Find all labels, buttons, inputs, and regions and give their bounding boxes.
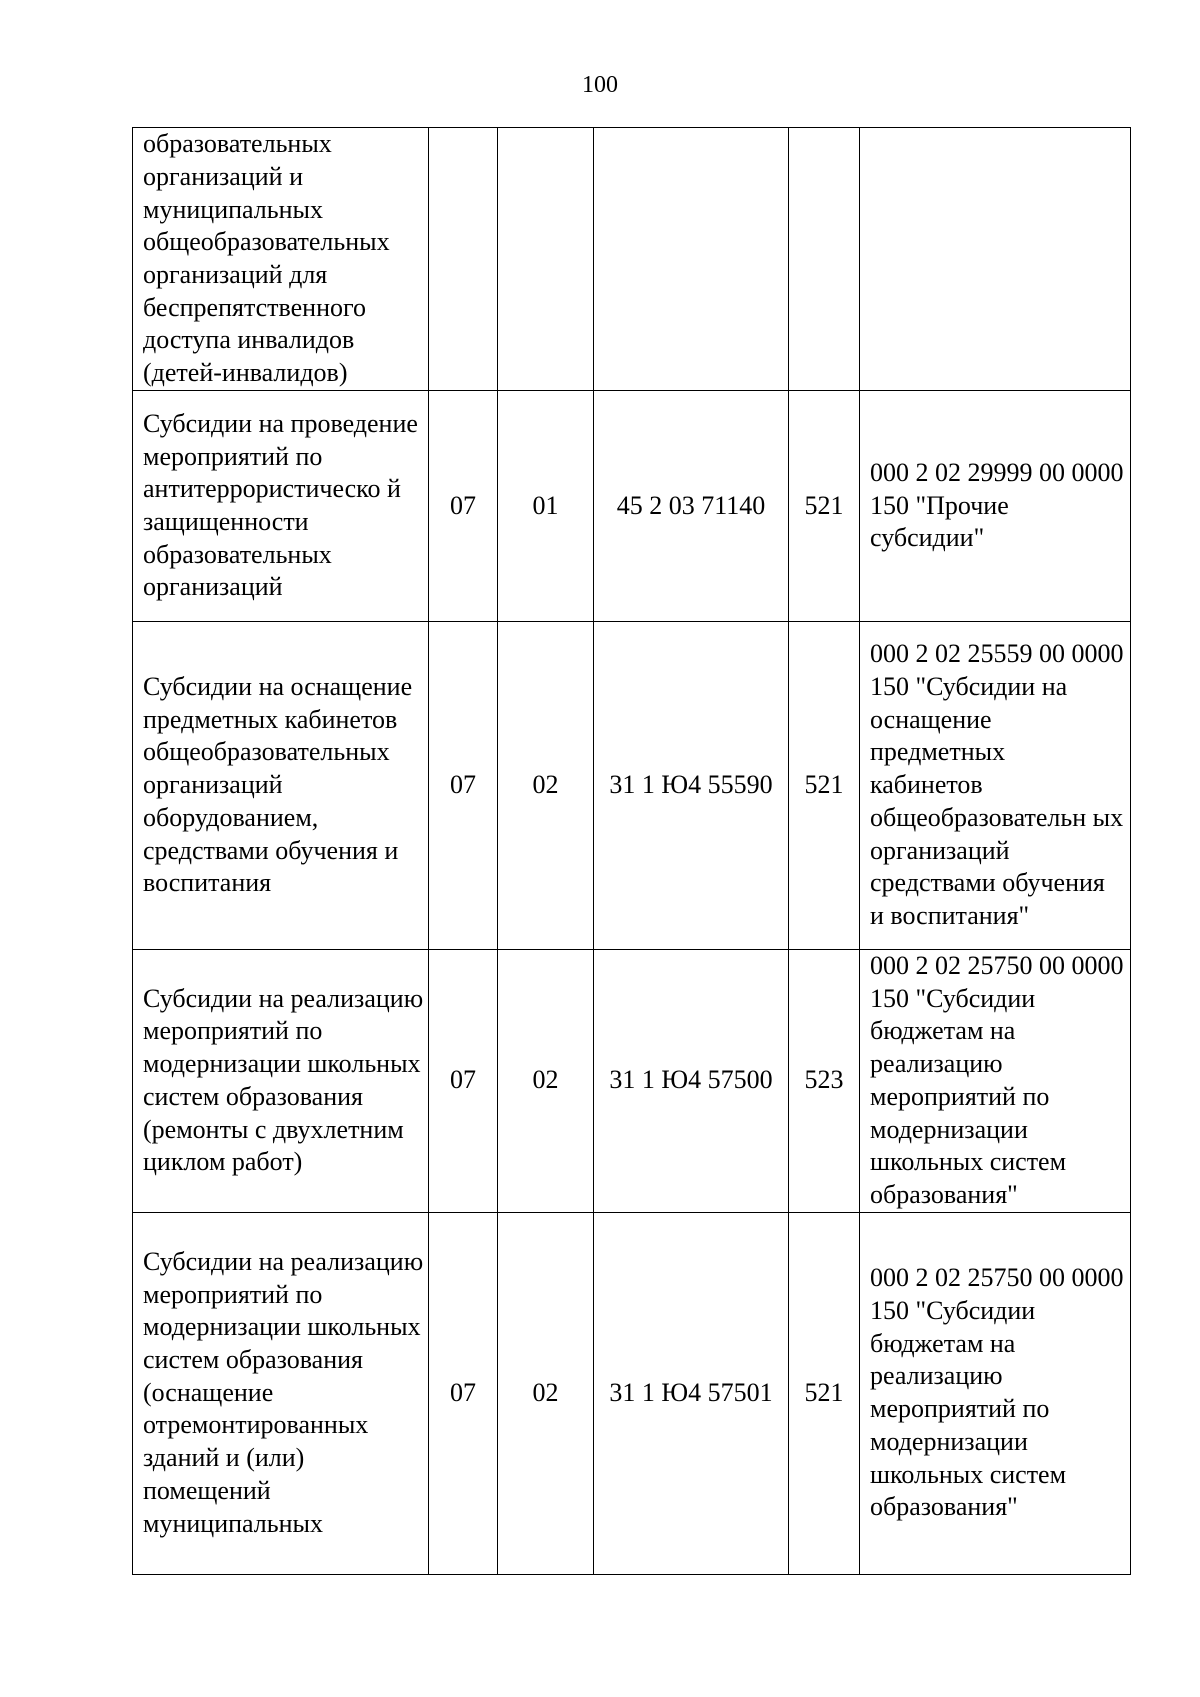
row-expense-type (789, 128, 860, 391)
table-row (133, 391, 1131, 622)
row-description: Субсидии на реализацию мероприятий по модернизации школьных систем образования (ремонты с двухлетним циклом работ) (133, 950, 429, 1213)
row-subsection (498, 128, 594, 391)
row-target-article: 31 1 Ю4 55590 (594, 622, 789, 950)
row-revenue-code: 000 2 02 29999 00 0000 150 "Прочие субсидии" (860, 391, 1131, 622)
row-description: Субсидии на реализацию мероприятий по модернизации школьных систем образования (оснащение отремонтированных зданий и (или) помещений муниципальных (133, 1212, 429, 1574)
row-description: образовательных организаций и муниципальных общеобразовательных организаций для беспрепятственного доступа инвалидов (детей-инвалидов) (133, 128, 429, 391)
row-subsection: 02 (498, 622, 594, 950)
table-row (133, 1212, 1131, 1574)
row-section: 07 (429, 622, 498, 950)
row-subsection: 01 (498, 391, 594, 622)
row-description: Субсидии на проведение мероприятий по антитеррористическо й защищенности образовательных организаций (133, 391, 429, 622)
row-section: 07 (429, 950, 498, 1213)
budget-table (132, 127, 1131, 1575)
row-section: 07 (429, 1212, 498, 1574)
page-number: 100 (582, 72, 618, 98)
row-subsection: 02 (498, 1212, 594, 1574)
row-revenue-code: 000 2 02 25750 00 0000 150 "Субсидии бюджетам на реализацию мероприятий по модернизации школьных систем образования" (860, 950, 1131, 1213)
table-row (133, 950, 1131, 1213)
row-subsection: 02 (498, 950, 594, 1213)
row-target-article: 31 1 Ю4 57500 (594, 950, 789, 1213)
row-expense-type: 521 (789, 1212, 860, 1574)
row-description: Субсидии на оснащение предметных кабинетов общеобразовательных организаций оборудованием, средствами обучения и воспитания (133, 622, 429, 950)
row-expense-type: 521 (789, 622, 860, 950)
row-revenue-code (860, 128, 1131, 391)
table-row (133, 622, 1131, 950)
row-expense-type: 523 (789, 950, 860, 1213)
row-target-article: 45 2 03 71140 (594, 391, 789, 622)
row-section (429, 128, 498, 391)
row-expense-type: 521 (789, 391, 860, 622)
row-section: 07 (429, 391, 498, 622)
row-revenue-code: 000 2 02 25559 00 0000 150 "Субсидии на оснащение предметных кабинетов общеобразовательн ых организаций средствами обучения и воспитания" (860, 622, 1131, 950)
row-target-article: 31 1 Ю4 57501 (594, 1212, 789, 1574)
row-revenue-code: 000 2 02 25750 00 0000 150 "Субсидии бюджетам на реализацию мероприятий по модернизации школьных систем образования" (860, 1212, 1131, 1574)
row-target-article (594, 128, 789, 391)
table-row (133, 128, 1131, 391)
